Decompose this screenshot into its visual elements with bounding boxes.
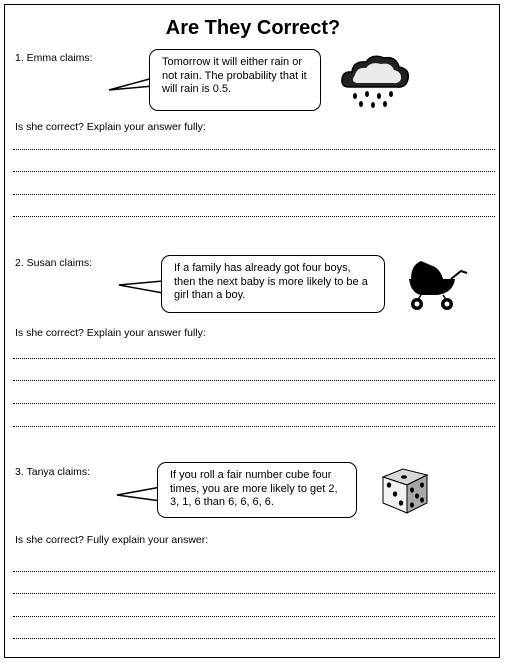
speech-bubble — [149, 49, 321, 111]
answer-line — [13, 149, 495, 150]
answer-line — [13, 638, 495, 639]
question-1-label: 1. Emma claims: — [15, 52, 93, 64]
worksheet — [4, 4, 500, 658]
question-2-prompt: Is she correct? Explain your answer fully: — [15, 327, 206, 339]
question-3-prompt: Is she correct? Fully explain your answer: — [15, 534, 209, 546]
claim-text: If you roll a fair number cube four times, you are more likely to get 2, 3, 1, 6 than 6, 6, 6, 6. — [170, 469, 338, 508]
answer-line — [13, 593, 495, 594]
answer-line — [13, 358, 495, 359]
rain-cloud-icon — [339, 53, 411, 111]
claim-text: If a family has already got four boys, then the next baby is more likely to be a girl than a boy. — [174, 262, 368, 301]
answer-line — [13, 216, 495, 217]
answer-line — [13, 571, 495, 572]
speech-bubble-tail — [117, 277, 167, 299]
answer-line — [13, 171, 495, 172]
dice-icon — [377, 465, 433, 517]
speech-bubble — [157, 462, 357, 518]
question-3-label: 3. Tanya claims: — [15, 466, 91, 478]
claim-text: Tomorrow it will either rain or not rain. The probability that it will rain is 0.5. — [162, 56, 307, 95]
pram-icon — [407, 257, 471, 311]
question-2-label: 2. Susan claims: — [15, 257, 93, 269]
answer-line — [13, 194, 495, 195]
answer-line — [13, 616, 495, 617]
answer-line — [13, 403, 495, 404]
speech-bubble — [161, 255, 385, 313]
page-title: Are They Correct? — [165, 17, 341, 39]
answer-line — [13, 426, 495, 427]
answer-line — [13, 380, 495, 381]
question-1-prompt: Is she correct? Explain your answer fully: — [15, 121, 206, 133]
